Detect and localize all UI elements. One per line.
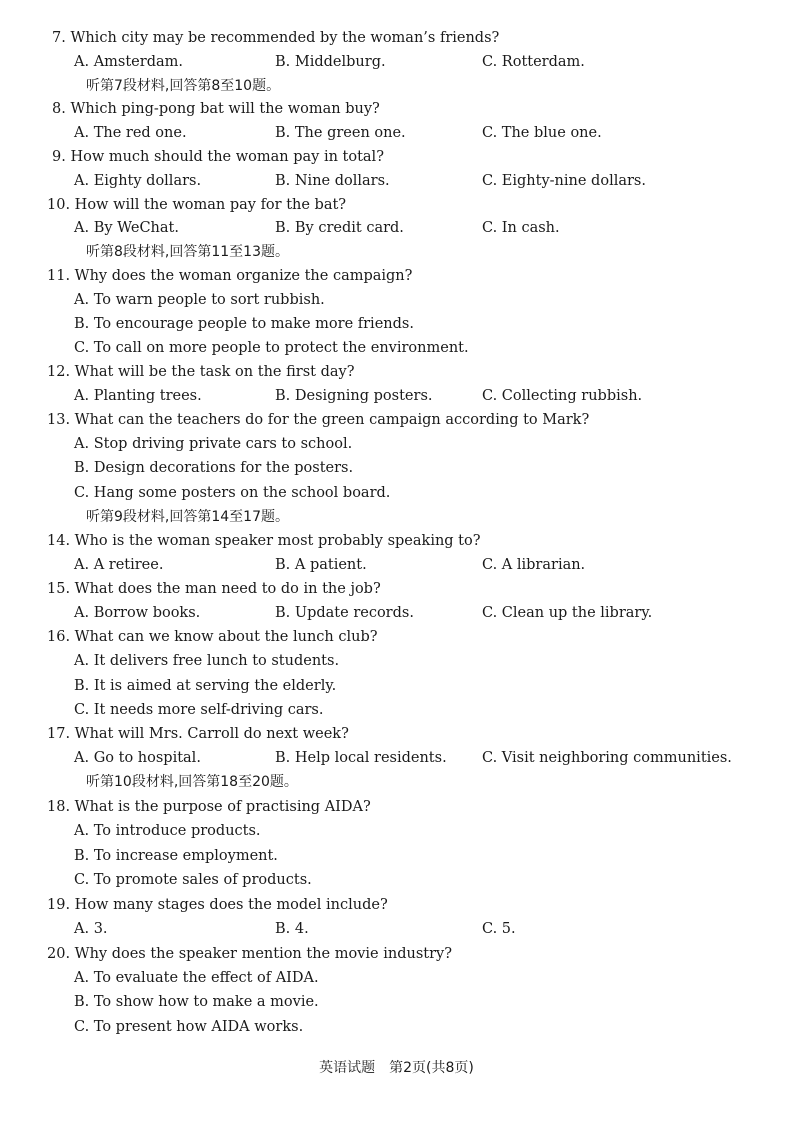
question-9-option-b: B. Nine dollars. [275, 173, 390, 189]
question-15-option-c: C. Clean up the library. [482, 605, 653, 621]
question-18-option-a: A. To introduce products. [74, 823, 261, 839]
question-8-option-b: B. The green one. [275, 125, 406, 141]
question-20-option-b: B. To show how to make a movie. [74, 994, 319, 1010]
question-8-option-c: C. The blue one. [482, 125, 602, 141]
question-9-option-a: A. Eighty dollars. [74, 173, 202, 189]
question-11-option-a: A. To warn people to sort rubbish. [74, 292, 325, 308]
question-17-option-a: A. Go to hospital. [74, 750, 201, 766]
question-17-option-b: B. Help local residents. [275, 750, 447, 766]
question-10-stem: 10. How will the woman pay for the bat? [47, 197, 347, 213]
question-14-option-a: A. A retiree. [74, 557, 164, 573]
question-9-option-c: C. Eighty-nine dollars. [482, 173, 646, 189]
section-8-instruction: 听第8段材料,回答第11至13题。 [86, 244, 289, 260]
question-20-stem: 20. Why does the speaker mention the movie industry? [47, 946, 452, 962]
question-12-option-b: B. Designing posters. [275, 388, 433, 404]
question-14-option-b: B. A patient. [275, 557, 367, 573]
question-13-option-b: B. Design decorations for the posters. [74, 460, 354, 476]
question-20-option-c: C. To present how AIDA works. [74, 1019, 304, 1035]
question-8-option-a: A. The red one. [74, 125, 187, 141]
question-15-option-a: A. Borrow books. [74, 605, 201, 621]
question-7-option-b: B. Middelburg. [275, 54, 386, 70]
section-9-instruction: 听第9段材料,回答第14至17题。 [86, 509, 289, 525]
section-7-instruction: 听第7段材料,回答第8至10题。 [86, 78, 281, 94]
question-9-stem: 9. How much should the woman pay in total? [52, 149, 384, 165]
question-11-stem: 11. Why does the woman organize the campaign? [47, 268, 413, 284]
section-10-instruction: 听第10段材料,回答第18至20题。 [86, 774, 298, 790]
question-11-option-c: C. To call on more people to protect the environment. [74, 340, 469, 356]
question-7-option-a: A. Amsterdam. [74, 54, 183, 70]
question-13-option-a: A. Stop driving private cars to school. [74, 436, 353, 452]
question-10-option-a: A. By WeChat. [74, 220, 179, 236]
question-20-option-a: A. To evaluate the effect of AIDA. [74, 970, 319, 986]
question-17-option-c: C. Visit neighboring communities. [482, 750, 732, 766]
question-16-option-b: B. It is aimed at serving the elderly. [74, 678, 337, 694]
question-12-stem: 12. What will be the task on the first day? [47, 364, 355, 380]
question-12-option-c: C. Collecting rubbish. [482, 388, 643, 404]
question-12-option-a: A. Planting trees. [74, 388, 202, 404]
question-11-option-b: B. To encourage people to make more friends. [74, 316, 414, 332]
question-14-stem: 14. Who is the woman speaker most probably speaking to? [47, 533, 481, 549]
question-13-stem: 13. What can the teachers do for the green campaign according to Mark? [47, 412, 590, 428]
question-17-stem: 17. What will Mrs. Carroll do next week? [47, 726, 349, 742]
question-13-option-c: C. Hang some posters on the school board. [74, 485, 391, 501]
question-18-option-c: C. To promote sales of products. [74, 872, 312, 888]
question-19-option-c: C. 5. [482, 921, 516, 937]
question-18-stem: 18. What is the purpose of practising AIDA? [47, 799, 371, 815]
question-14-option-c: C. A librarian. [482, 557, 586, 573]
question-10-option-b: B. By credit card. [275, 220, 404, 236]
question-7-option-c: C. Rotterdam. [482, 54, 585, 70]
question-7-stem: 7. Which city may be recommended by the woman’s friends? [52, 30, 500, 46]
question-10-option-c: C. In cash. [482, 220, 560, 236]
question-19-option-a: A. 3. [74, 921, 108, 937]
page-footer: 英语试题 第2页(共8页) [319, 1060, 474, 1076]
question-16-option-c: C. It needs more self-driving cars. [74, 702, 324, 718]
question-15-stem: 15. What does the man need to do in the job? [47, 581, 381, 597]
question-19-option-b: B. 4. [275, 921, 309, 937]
question-15-option-b: B. Update records. [275, 605, 414, 621]
question-19-stem: 19. How many stages does the model include? [47, 897, 388, 913]
question-8-stem: 8. Which ping-pong bat will the woman buy? [52, 101, 380, 117]
question-18-option-b: B. To increase employment. [74, 848, 278, 864]
question-16-stem: 16. What can we know about the lunch club? [47, 629, 378, 645]
question-16-option-a: A. It delivers free lunch to students. [74, 653, 340, 669]
